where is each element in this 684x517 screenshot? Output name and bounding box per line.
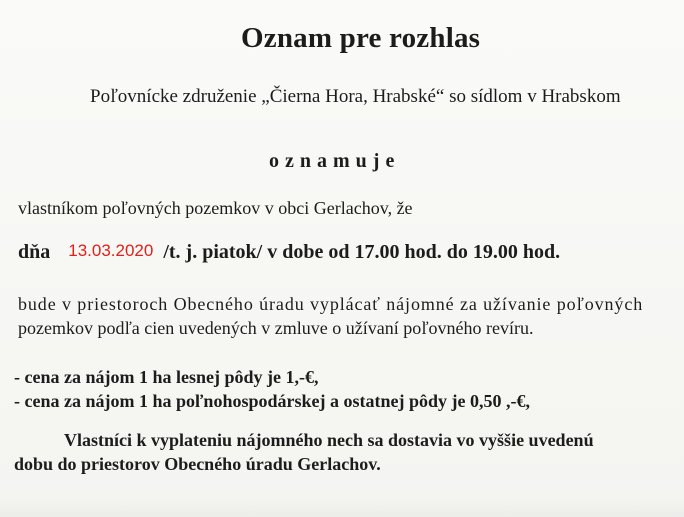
- closing-line-2: dobu do priestorov Obecného úradu Gerlachov.: [14, 454, 381, 474]
- price-agricultural-land: - cena za nájom 1 ha poľnohospodárskej a ostatnej pôdy je 0,50 ,-€,: [14, 391, 530, 411]
- price-forest-land: - cena za nájom 1 ha lesnej pôdy je 1,-€,: [14, 367, 319, 387]
- body-line-1: bude v priestoroch Obecného úradu vyplácať nájomné za užívanie poľovných: [18, 294, 644, 314]
- closing-line-1: Vlastníci k vyplateniu nájomného nech sa dostavia vo vyššie uvedenú: [64, 430, 594, 450]
- date-prefix: dňa: [18, 241, 51, 263]
- recipients-line: vlastníkom poľovných pozemkov v obci Gerlachov, že: [18, 198, 413, 218]
- scan-shadow: [0, 497, 684, 517]
- announces-heading: oznamuje: [269, 150, 401, 172]
- date-line: [18, 241, 560, 264]
- body-line-2: pozemkov podľa cien uvedených v zmluve o užívaní poľovného revíru.: [18, 318, 534, 338]
- event-date: 13.03.2020: [68, 241, 154, 260]
- notice-title: Oznam pre rozhlas: [241, 22, 481, 54]
- notice-subtitle: Poľovnícke združenie „Čierna Hora, Hrabské“ so sídlom v Hrabskom: [90, 86, 621, 107]
- time-range: /t. j. piatok/ v dobe od 17.00 hod. do 19.00 hod.: [163, 241, 561, 263]
